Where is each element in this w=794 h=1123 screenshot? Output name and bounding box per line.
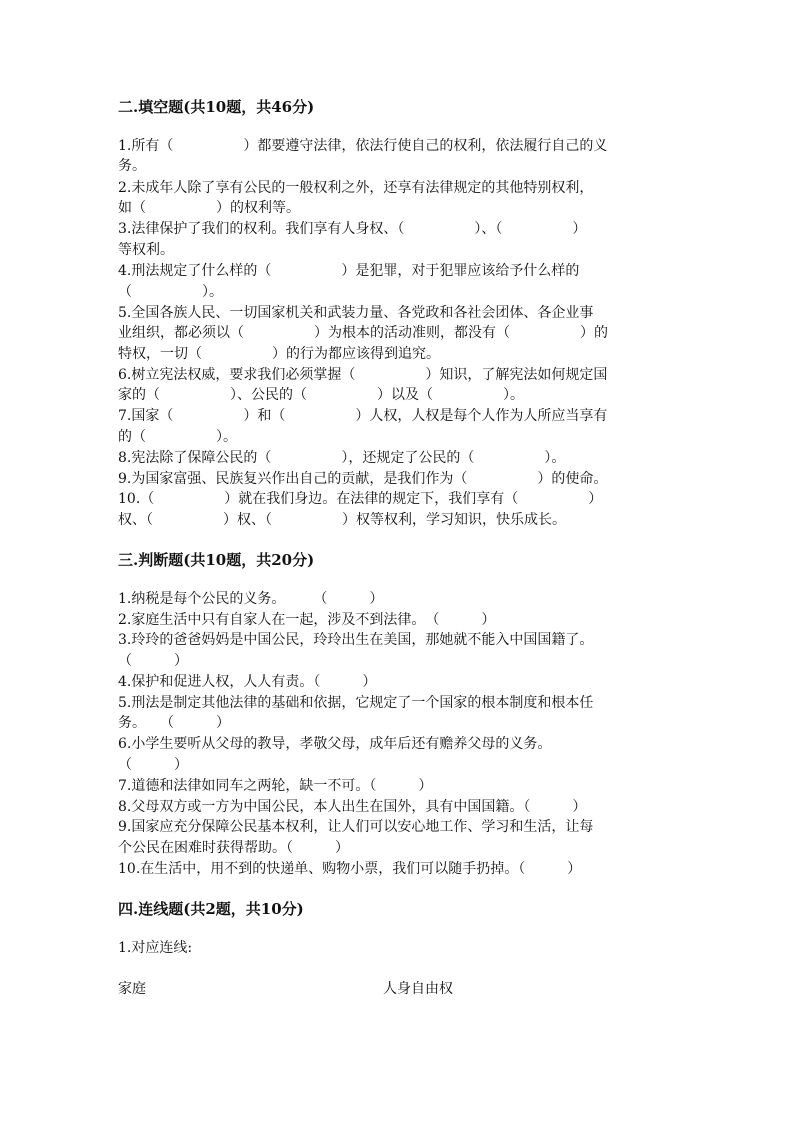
- fill-line: 业组织，都必须以（ ）为根本的活动准则，都没有（ ）的: [118, 325, 608, 341]
- judge-line: 7.道德和法律如同车之两轮，缺一不可。（ ）: [118, 778, 433, 794]
- judge-line: 9.国家应充分保障公民基本权利，让人们可以安心地工作、学习和生活，让每: [118, 819, 594, 835]
- fill-line: 4.刑法规定了什么样的（ ）是犯罪，对于犯罪应该给予什么样的: [118, 263, 580, 279]
- fill-line: 等权利。: [118, 242, 174, 258]
- judge-line: 8.父母双方或一方为中国公民，本人出生在国外，具有中国国籍。（ ）: [118, 799, 587, 815]
- fill-line: （ ）。: [118, 284, 223, 300]
- judge-line: 2.家庭生活中只有自家人在一起，涉及不到法律。 （ ）: [118, 612, 496, 628]
- section-3-title: 三.判断题(共10题，共20分): [118, 551, 315, 569]
- fill-line: 1.所有（ ）都要遵守法律，依法行使自己的权利，依法履行自己的义: [118, 138, 608, 154]
- judge-line: （ ）: [118, 653, 188, 669]
- fill-line: 9.为国家富强、民族复兴作出自己的贡献，是我们作为（ ）的使命。: [118, 471, 608, 487]
- judge-line: 5.刑法是制定其他法律的基础和依据，它规定了一个国家的根本制度和根本任: [118, 695, 594, 711]
- fill-line: 特权，一切（ ）的行为都应该得到追究。: [118, 346, 440, 362]
- fill-line: 6.树立宪法权威，要求我们必须掌握（ ）知识，了解宪法如何规定国: [118, 367, 608, 383]
- matching-question: 1.对应连线:: [118, 940, 193, 956]
- fill-line: 如（ ）的权利等。: [118, 200, 300, 216]
- fill-line: 2.未成年人除了享有公民的一般权利之外，还享有法律规定的其他特别权利，: [118, 180, 594, 196]
- fill-line: 3.法律保护了我们的权利。我们享有人身权、（ ）、（ ）: [118, 221, 587, 237]
- fill-line: 8.宪法除了保障公民的（ ），还规定了公民的（ ）。: [118, 450, 566, 466]
- section-2-title: 二.填空题(共10题，共46分): [118, 98, 315, 116]
- judge-line: 6.小学生要听从父母的教导，孝敬父母，成年后还有赡养父母的义务。: [118, 736, 552, 752]
- fill-line: 的（ ）。: [118, 429, 237, 445]
- fill-line: 务。: [118, 158, 146, 174]
- judge-line: （ ）: [118, 757, 188, 773]
- fill-line: 10.（ ）就在我们身边。在法律的规定下，我们享有（ ）: [118, 491, 603, 507]
- section-4-title: 四.连线题(共2题，共10分): [118, 900, 304, 918]
- judge-line: 4.保护和促进人权，人人有责。（ ）: [118, 674, 377, 690]
- fill-line: 7.国家（ ）和（ ）人权，人权是每个人作为人所应当享有: [118, 408, 608, 424]
- judge-line: 1.纳税是每个公民的义务。 （ ）: [118, 591, 384, 607]
- fill-line: 权、（ ）权、（ ）权等权利，学习知识，快乐成长。: [118, 512, 566, 528]
- judge-line: 3.玲玲的爸爸妈妈是中国公民，玲玲出生在美国，那她就不能入中国国籍了。: [118, 632, 594, 648]
- judge-line: 务。 （ ）: [118, 715, 230, 731]
- judge-line: 个公民在困难时获得帮助。（ ）: [118, 840, 349, 856]
- judge-line: 10.在生活中，用不到的快递单、购物小票，我们可以随手扔掉。（ ）: [118, 861, 582, 877]
- match-right-item: 人身自由权: [383, 981, 453, 997]
- fill-line: 5.全国各族人民、一切国家机关和武装力量、各党政和各社会团体、各企业事: [118, 305, 594, 321]
- fill-line: 家的（ ）、公民的（ ）以及（ ）。: [118, 387, 524, 403]
- match-left-item: 家庭: [118, 981, 146, 997]
